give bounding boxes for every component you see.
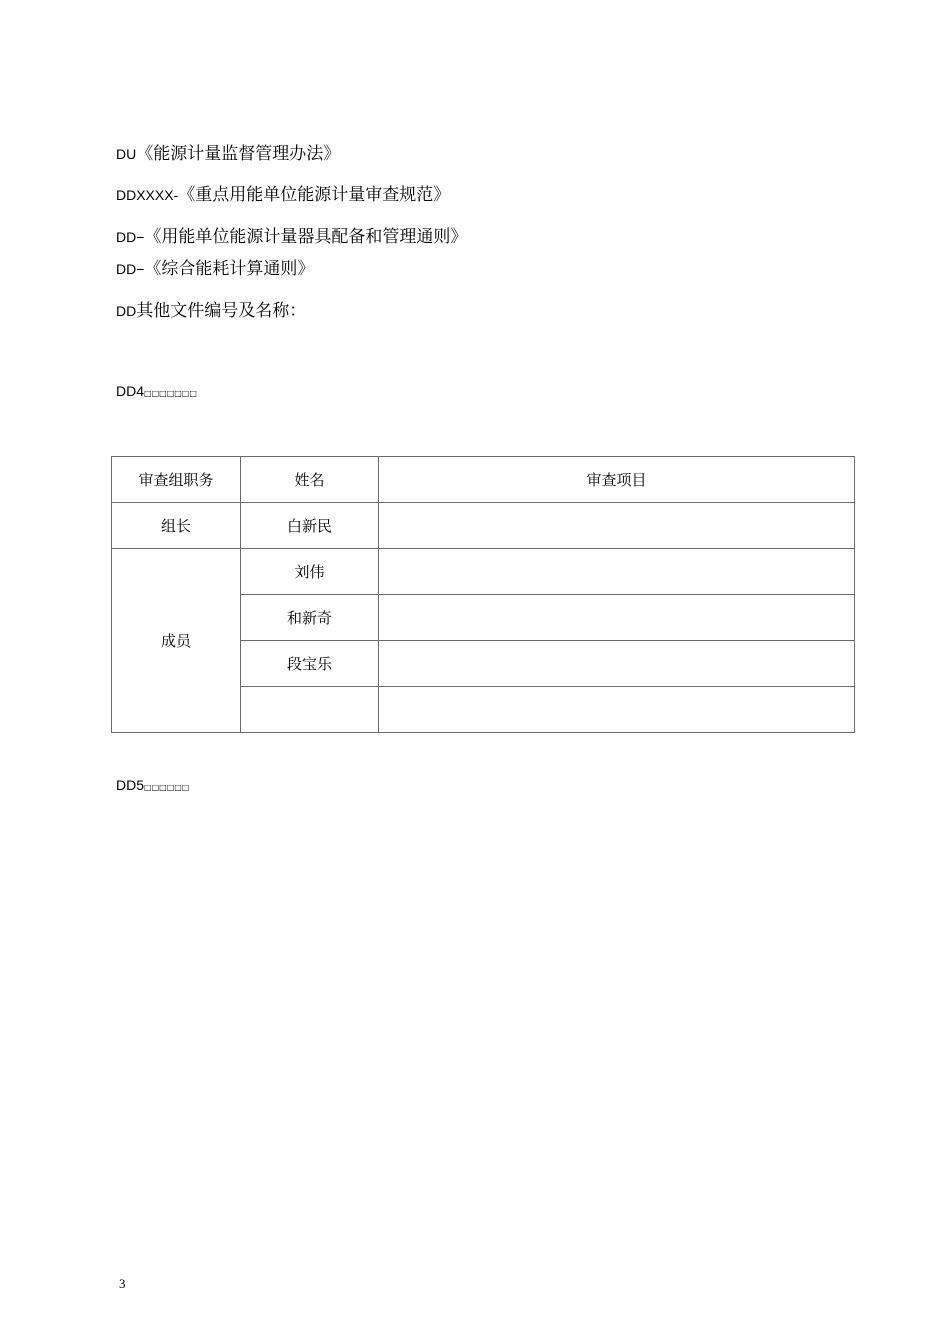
- reference-prefix: DD: [116, 303, 137, 319]
- name-cell: 刘伟: [241, 549, 379, 595]
- reference-title: 其他文件编号及名称：: [136, 301, 307, 321]
- review-item-cell: [379, 641, 855, 687]
- review-item-cell: [379, 687, 855, 733]
- review-team-table: [111, 456, 855, 733]
- section-5-label: DD5: [116, 777, 145, 793]
- header-role: 审查组职务: [112, 457, 241, 503]
- section-5-placeholder-glyphs: □□□□□□: [144, 783, 190, 792]
- page-number: 3: [119, 1276, 126, 1291]
- review-item-cell: [379, 503, 855, 549]
- name-cell: 段宝乐: [241, 641, 379, 687]
- reference-prefix: DU: [116, 146, 137, 162]
- table-row: [112, 503, 855, 549]
- review-item-cell: [379, 595, 855, 641]
- reference-title: 《能源计量监督管理办法》: [136, 144, 341, 164]
- section-5-heading: [116, 776, 189, 797]
- reference-line-5: [116, 300, 306, 322]
- role-cell: 成员: [112, 549, 241, 733]
- header-review-item: 审查项目: [379, 457, 855, 503]
- reference-title: 《综合能耗计算通则》: [144, 259, 315, 279]
- reference-title: 《用能单位能源计量器具配备和管理通则》: [144, 227, 468, 247]
- reference-line-2: [116, 184, 450, 206]
- table-row: [112, 549, 855, 595]
- section-4-placeholder-glyphs: □□□□□□□: [144, 389, 197, 398]
- reference-title: 《重点用能单位能源计量审查规范》: [178, 185, 451, 205]
- reference-prefix: DD−: [116, 261, 145, 277]
- review-item-cell: [379, 549, 855, 595]
- header-name: 姓名: [241, 457, 379, 503]
- reference-line-3: [116, 226, 467, 248]
- reference-prefix: DDXXXX-: [116, 187, 179, 203]
- table-header-row: [112, 457, 855, 503]
- reference-prefix: DD−: [116, 229, 145, 245]
- name-cell: 和新奇: [241, 595, 379, 641]
- section-4-heading: [116, 382, 197, 403]
- role-cell: 组长: [112, 503, 241, 549]
- name-cell: [241, 687, 379, 733]
- reference-line-1: [116, 143, 340, 165]
- name-cell: 白新民: [241, 503, 379, 549]
- section-4-label: DD4: [116, 383, 145, 399]
- reference-line-4: [116, 258, 314, 280]
